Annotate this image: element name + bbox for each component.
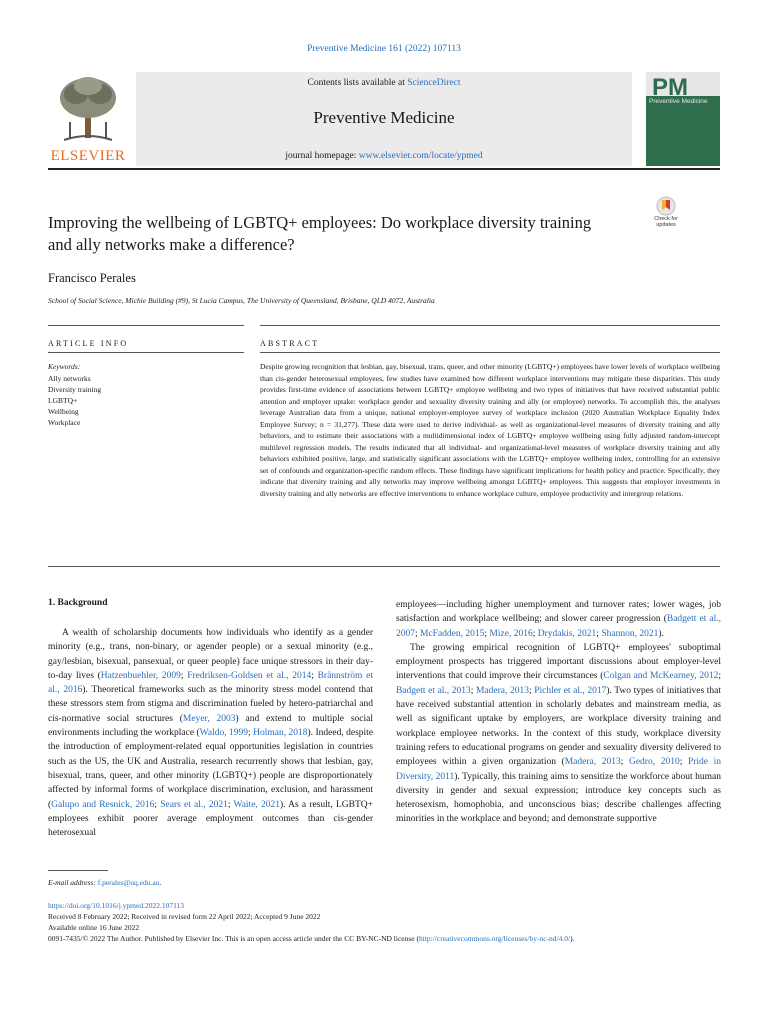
masthead-rule [48,168,720,170]
citation-link[interactable]: Pride in Diversity, 2011 [396,757,722,782]
paragraph-text: ). Indeed, despite the introduction of employment-related equal opportunities legislation in countries such as the US, the UK and Australia, research recurrently shows that lesbian, gay, bisexual, trans, queer, and other minority (LGBTQ+) people are disproportionately affected by informal forms of workplace discrimination, exclusion, and harassment ( [48,728,374,810]
elsevier-wordmark: ELSEVIER [50,148,126,164]
abstract-rule-bottom [260,352,720,353]
paragraph-text: ; [415,628,421,639]
citation-link[interactable]: McFadden, 2015 [420,628,485,639]
paragraph-text: ; [718,671,721,682]
contents-line [136,78,632,88]
citation-link[interactable]: Holman, 2018 [253,728,308,739]
keyword: LGBTQ+ [48,396,78,405]
crossmark-button[interactable] [646,196,686,240]
paragraph-text: ; [484,628,490,639]
citation-link[interactable]: Badgett et al., 2007 [396,614,722,639]
homepage-prefix: journal homepage: [285,151,359,161]
contents-prefix: Contents lists available at [307,78,408,88]
article-info-rule [48,325,244,326]
article-info-rule-bottom [48,352,244,353]
paragraph-text: ; [679,757,688,768]
article-info-heading: ARTICLE INFO [48,339,129,348]
paragraph-text: ; [528,685,535,696]
citation-link[interactable]: Waite, 2021 [233,799,280,810]
paragraph-text: ; [311,670,318,681]
crossmark-label: Check for updates [654,216,678,228]
journal-cover-image[interactable] [646,72,720,166]
email-label: E-mail address: [48,878,98,887]
paragraph-text: ). Two types of initiatives that have received substantial attention in scholarly debates and mainstream media, as well as significant uptake by employers, are workplace diversity training and workplace employee networks. In the context of this study, workplace diversity training refers to educational programs on gender and sexuality diversity delivered to employees within a given organization ( [396,685,722,768]
paragraph-text: The growing empirical recognition of LGBTQ+ employees' suboptimal employment prospects has triggered important discussions about employer-level interventions that could improve their circumstances ( [396,642,721,682]
sciencedirect-link[interactable]: ScienceDirect [407,78,461,88]
cover-subtitle: Preventive Medicine [649,98,708,105]
paragraph [396,598,721,641]
paragraph-text: ). Typically, this training aims to sensitize the workforce about human diversity in gender and sexual expression; introduce key concepts such as heterosexism, homophobia, and unconscious bias; describe challenges affecting minorities in the workplace and beyond; and demonstrate supportive [396,771,721,825]
citation-link[interactable]: Fredriksen-Goldsen et al., 2014 [187,670,312,681]
crossmark-icon [646,196,686,216]
author-name[interactable]: Francisco Perales [48,271,136,285]
paragraph-text: employees—including higher unemployment and turnover rates; lower wages, job satisfaction and workplace wellbeing; and slower career progression ( [396,600,721,625]
journal-homepage-link[interactable]: www.elsevier.com/locate/ypmed [358,151,483,161]
citation-link[interactable]: Meyer, 2003 [182,713,236,724]
paragraph-text: ). As a result, LGBTQ+ employees exhibit poorer average employment outcomes than cis-gender heterosexual [48,799,374,839]
citation-link[interactable]: Shannon, 2021 [601,628,659,639]
elsevier-tree-icon [56,74,120,146]
corresponding-email [48,878,161,887]
keywords-label: Keywords: [48,362,81,371]
abstract-heading: ABSTRACT [260,339,320,348]
license-end: ). [570,934,575,943]
paragraph-text: ; [154,799,161,810]
abstract-rule [260,325,720,326]
paragraph-text: ; [620,757,629,768]
license-link[interactable]: http://creativecommons.org/licenses/by-nc-nd/4.0/ [418,934,571,943]
section-heading: 1. Background [48,598,108,608]
keyword: Wellbeing [48,407,79,416]
email-end: . [159,878,162,887]
paragraph-text: ; [470,685,476,696]
keyword: Ally networks [48,374,91,383]
journal-title: Preventive Medicine [313,108,455,127]
keywords-list [48,373,101,428]
paragraph [396,641,721,827]
elsevier-logo[interactable] [48,72,128,166]
doi-link[interactable]: https://doi.org/10.1016/j.ypmed.2022.107113 [48,901,185,910]
citation-link[interactable]: Pichler et al., 2017 [534,685,607,696]
front-matter-rule [48,566,720,567]
keyword: Workplace [48,418,81,427]
citation-link[interactable]: Drydakis, 2021 [537,628,597,639]
paragraph-text: ; [248,728,254,739]
citation-link[interactable]: Hatzenbuehler, 2009 [100,670,181,681]
citation-link[interactable]: Sears et al., 2021 [160,799,228,810]
paragraph-text: ). Theoretical frameworks such as the minority stress model contend that these stressors stem from stigma and discrimination fueled by hetero-patriarchal and cis-normative social structures ( [48,685,373,724]
cover-letters: PM [652,74,688,101]
paragraph-text: ; [596,628,602,639]
paragraph-text: ; [180,670,188,681]
citation-link[interactable]: Badgett et al., 2013 [396,685,471,696]
citation-link[interactable]: Mize, 2016 [489,628,533,639]
citation-link[interactable]: Madera, 2013 [476,685,529,696]
front-matter-footer [48,900,720,944]
paragraph-text: ) and extend to multiple social environments including the workplace ( [48,713,373,739]
article-title: Improving the wellbeing of LGBTQ+ employees: Do workplace diversity training and ally networks make a difference? [48,213,592,254]
citation-link[interactable]: Brännström et al., 2016 [48,670,374,696]
footnote-rule [48,870,108,871]
paragraph-text: A wealth of scholarship documents how individuals who identify as a gender minority (e.g., trans, non-binary, or agender people) or a sexual minority (e.g., gay/lesbian, bisexual, pansexual, or queer people) face unique stressors in their day-to-day lives ( [48,628,373,681]
citation-link[interactable]: Colgan and McKearney, 2012 [603,671,719,682]
body-column-left [48,626,373,840]
paragraph-text: ). [658,628,664,639]
online-date: Available online 16 June 2022 [48,923,140,932]
body-column-right [396,598,721,827]
citation-link[interactable]: Gedro, 2010 [628,757,680,768]
license-statement [48,933,720,944]
citation-link[interactable]: Galupo and Resnick, 2016 [51,799,155,810]
license-text: 0091-7435/© 2022 The Author. Published by Elsevier Inc. This is an open access article under the CC BY-NC-ND license ( [48,934,419,943]
journal-banner [136,72,632,166]
abstract-text: Despite growing recognition that lesbian, gay, bisexual, trans, queer, and other minority (LGBTQ+) employees have lower levels of workplace wellbeing than cis-gender heterosexual employees, few studies have examined how different workplace interventions may mitigate these disparities. This study provides first-time evidence of associations between LGBTQ+ employee wellbeing and two types of initiatives that have received substantial public attention and employer uptake: workplace gender and sexuality diversity training and ally (or employee) networks. To accomplish this, the analyses leverage Australian data from a unique, national employer-employee survey of workplace inclusion (2020 Australian Workplace Equality Index Employee Survey; n = 31,277). These data were used to derive individual- as well as organizational-level measures of diversity training and ally behaviors, and to estimate their associations with a multidimensional index of LGBTQ+ employee wellbeing using fully adjusted random-intercept multilevel regression models. The results indicated that all individual- and organizational-level measures of workplace diversity training and ally behaviors exhibited positive, large, and statistically significant associations with the LGBTQ+ employee wellbeing index, controlling for an extensive set of confounds and organization-specific random effects. These findings have significant implications for health policy and practice. Specifically, they indicate that diversity training and ally networks may improve wellbeing amongst LGBTQ+ employees. This suggests that employer investments in diversity training and ally networks are effective interventions to enhance workplace culture, employee productivity and intergroup relations. [260,362,720,498]
paragraph-text: ; [532,628,538,639]
citation-link[interactable]: Madera, 2013 [564,757,621,768]
homepage-line [136,151,632,161]
keyword: Diversity training [48,385,102,394]
masthead [48,72,720,166]
email-link[interactable]: f.perales@uq.edu.au [97,878,160,887]
received-dates: Received 8 February 2022; Received in revised form 22 April 2022; Accepted 9 June 2022 [48,912,321,921]
author-affiliation: School of Social Science, Michie Building (#9), St Lucia Campus, The University of Queensland, Brisbane, QLD 4072, Australia [48,296,435,305]
citation-link[interactable]: Waldo, 1999 [199,728,249,739]
paragraph-text: ; [227,799,234,810]
journal-reference[interactable]: Preventive Medicine 161 (2022) 107113 [307,44,461,54]
paragraph [48,626,373,840]
